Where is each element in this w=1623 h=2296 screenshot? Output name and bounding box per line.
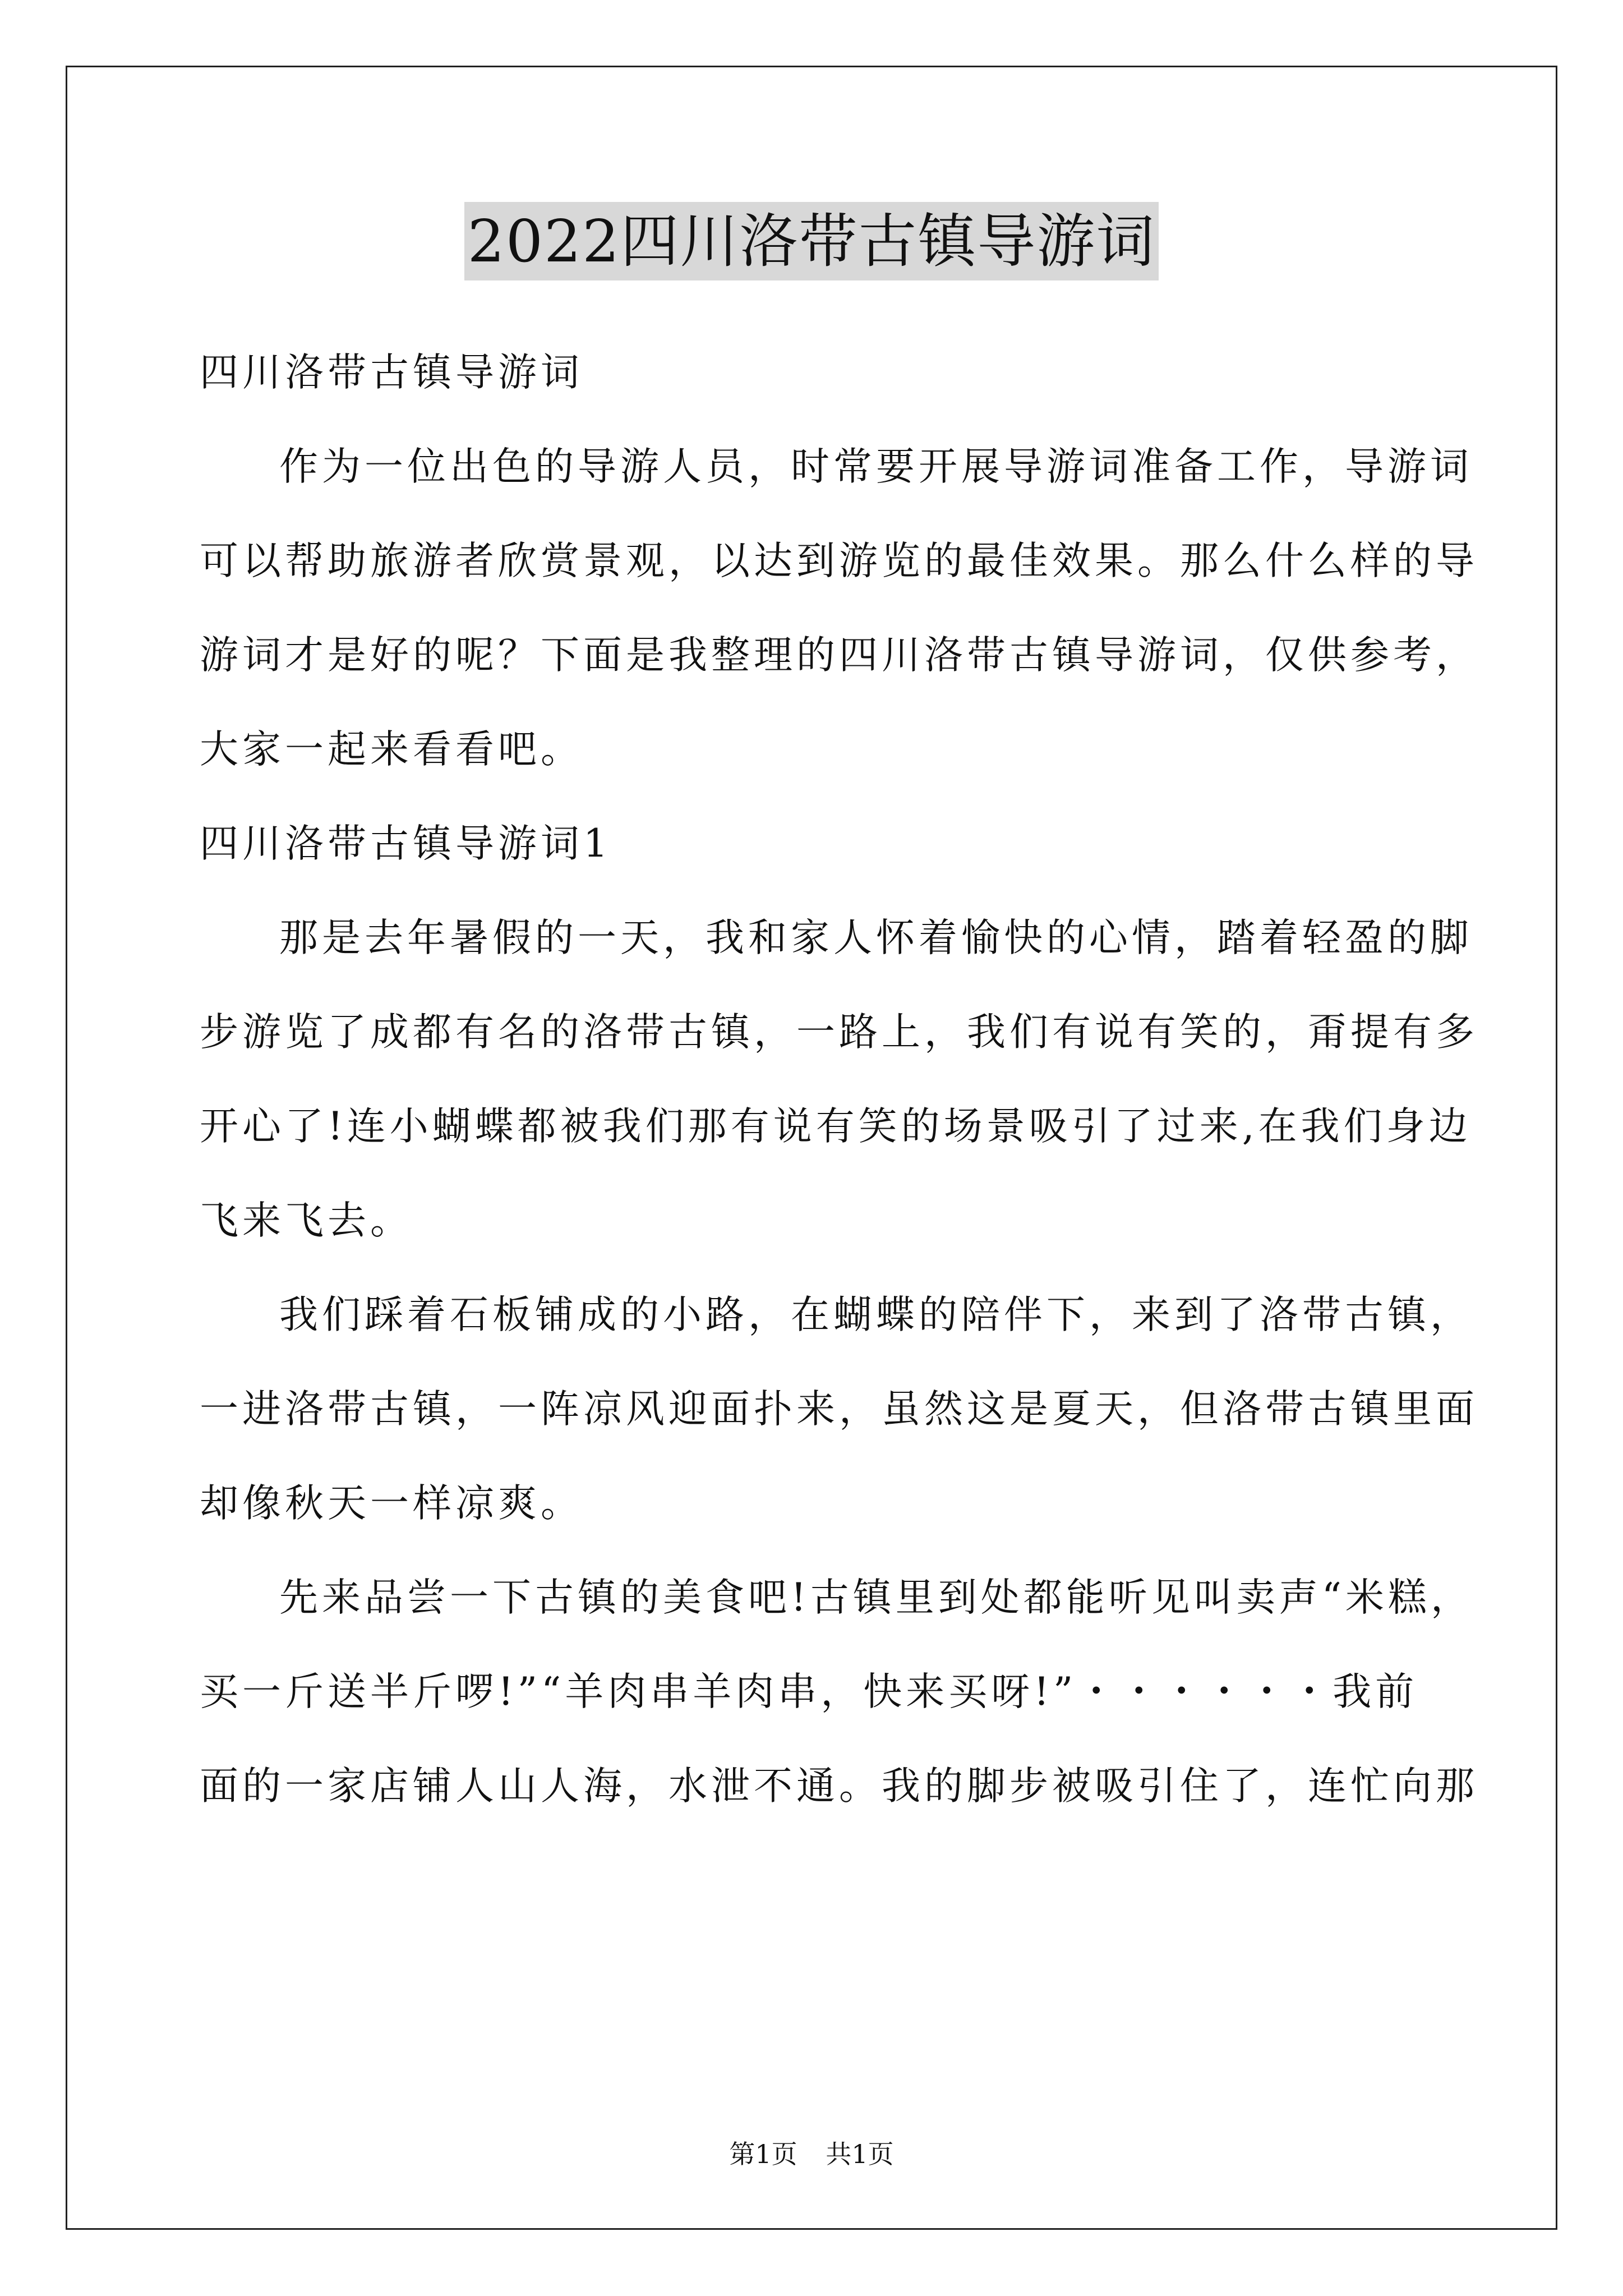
body-line: 我们踩着石板铺成的小路，在蝴蝶的陪伴下，来到了洛带古镇， <box>279 1292 1473 1337</box>
body-line: 买一斤送半斤啰!”“羊肉串羊肉串，快来买呀!”・・・・・・我前 <box>200 1669 1418 1714</box>
page-number-current: 第1页 <box>729 2139 797 2169</box>
body-line: 作为一位出色的导游人员，时常要开展导游词准备工作，导游词 <box>279 444 1473 489</box>
body-line: 一进洛带古镇，一阵凉风迎面扑来，虽然这是夏天，但洛带古镇里面 <box>200 1387 1478 1432</box>
body-line: 开心了!连小蝴蝶都被我们那有说有笑的场景吸引了过来,在我们身边 <box>200 1104 1472 1149</box>
body-line: 大家一起来看看吧。 <box>200 727 583 772</box>
page-footer <box>0 2137 1623 2171</box>
title-container <box>0 202 1623 280</box>
document-title: 2022四川洛带古镇导游词 <box>464 202 1159 280</box>
body-line: 步游览了成都有名的洛带古镇，一路上，我们有说有笑的，甭提有多 <box>200 1010 1478 1055</box>
body-line: 可以帮助旅游者欣赏景观，以达到游览的最佳效果。那么什么样的导 <box>200 539 1478 583</box>
body-line: 那是去年暑假的一天，我和家人怀着愉快的心情，踏着轻盈的脚 <box>279 915 1473 960</box>
body-line: 先来品尝一下古镇的美食吧!古镇里到处都能听见叫卖声“米糕， <box>279 1575 1474 1620</box>
page-number-total: 共1页 <box>826 2139 894 2169</box>
document-body <box>200 325 1478 1833</box>
body-line: 面的一家店铺人山人海，水泄不通。我的脚步被吸引住了，连忙向那 <box>200 1764 1478 1809</box>
body-line: 飞来飞去。 <box>200 1198 413 1243</box>
body-line: 却像秋天一样凉爽。 <box>200 1481 583 1526</box>
body-line: 游词才是好的呢？下面是我整理的四川洛带古镇导游词，仅供参考， <box>200 633 1478 678</box>
body-line: 四川洛带古镇导游词 <box>200 350 583 395</box>
section-heading: 四川洛带古镇导游词1 <box>200 821 612 866</box>
